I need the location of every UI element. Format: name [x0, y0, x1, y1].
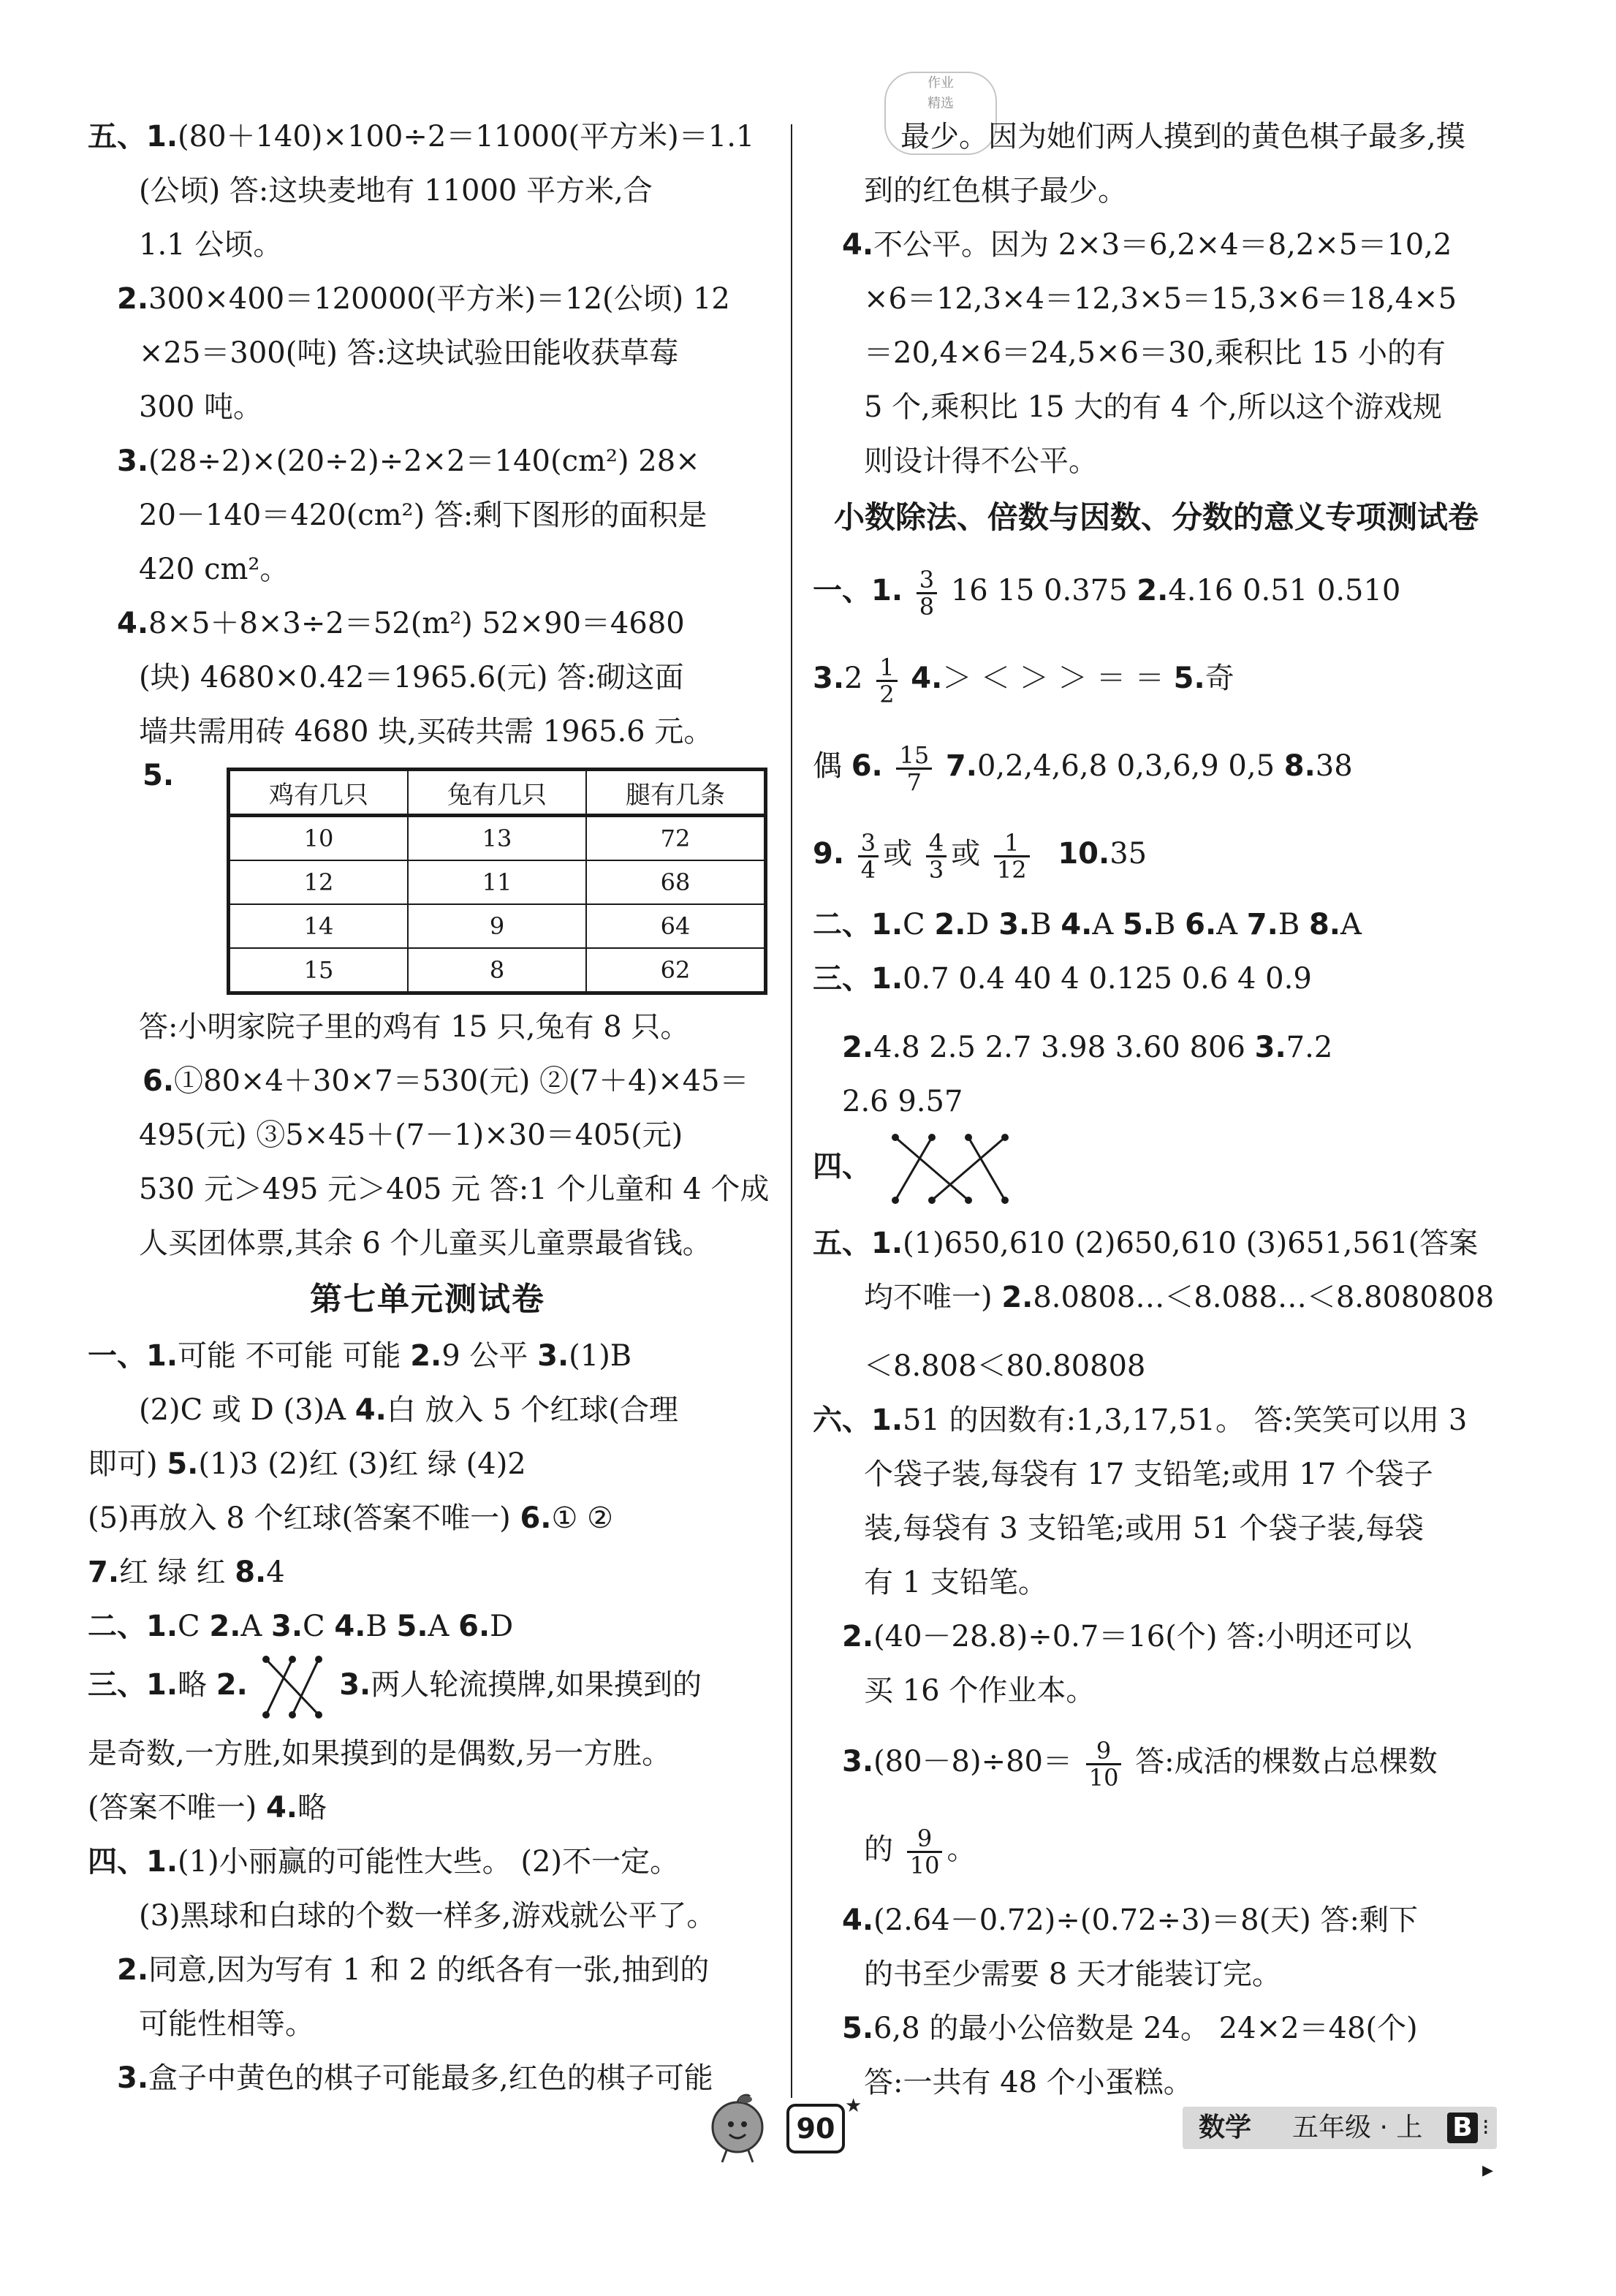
answer-line: 偶 6. $\frac{15}{7}$ 7.0,2,4,6,8 0,3,6,9 0,5 8.38 [813, 740, 1353, 796]
answer-line: 的书至少需要 8 天才能装订完。 [864, 1958, 1281, 1991]
answer-line: 2.(40－28.8)÷0.7＝16(个) 答:小明还可以 [842, 1620, 1412, 1653]
table-cell: 15 [229, 948, 409, 993]
answer-line: 可能性相等。 [139, 2007, 314, 2041]
answer-line: ×25＝300(吨) 答:这块试验田能收获草莓 [139, 336, 679, 370]
answer-line: 最少。因为她们两人摸到的黄色棋子最多,摸 [900, 120, 1465, 154]
fraction: $\frac{4}{3}$ [926, 830, 947, 882]
apple-mascot-icon [705, 2092, 770, 2165]
page-number: 90 [786, 2104, 845, 2153]
answer-line: 的 $\frac{9}{10}$ 。 [864, 1824, 976, 1879]
table-row [229, 816, 766, 861]
table-cell: 9 [408, 904, 586, 948]
answer-line: (公顷) 答:这块麦地有 11000 平方米,合 [139, 174, 653, 208]
fraction: $\frac{1}{12}$ [994, 830, 1030, 882]
fraction: $\frac{15}{7}$ [896, 743, 932, 795]
answer-line: 则设计得不公平。 [864, 444, 1098, 478]
table-row [229, 948, 766, 993]
answer-line: 五、1.(80＋140)×100÷2＝11000(平方米)＝1.1 [88, 120, 755, 154]
edition-badge: B [1447, 2113, 1478, 2143]
answer-line: 9. $\frac{3}{4}$ 或 $\frac{4}{3}$ 或 $\frac{1}{12}$ 10.35 [813, 828, 1147, 884]
matching-lines-diagram [257, 1653, 330, 1721]
arrow-icon: ⁝▸ [1482, 2115, 1494, 2183]
answer-line: 3.2 $\frac{1}{2}$ 4.＞ ＜ ＞ ＞ ＝ ＝ 5.奇 [813, 653, 1234, 708]
table-cell: 68 [586, 860, 766, 904]
left-column [88, 110, 770, 2105]
answer-line: (2)C 或 D (3)A 4.白 放入 5 个红球(合理 [139, 1393, 678, 1427]
answer-line: 4.不公平。因为 2×3＝6,2×4＝8,2×5＝10,2 [842, 228, 1452, 262]
answer-line: ＜8.808＜80.80808 [864, 1349, 1146, 1383]
grade-label-bar [1183, 2107, 1497, 2183]
answer-line: 个袋子装,每袋有 17 支铅笔;或用 17 个袋子 [864, 1458, 1433, 1491]
answer-line: 4.8×5＋8×3÷2＝52(m²) 52×90＝4680 [117, 607, 685, 640]
answer-line: 3.盒子中黄色的棋子可能最多,红色的棋子可能 [117, 2061, 713, 2095]
answer-line: 6.①80×4＋30×7＝530(元) ②(7＋4)×45＝ [143, 1064, 749, 1098]
answer-line: 答:一共有 48 个小蛋糕。 [864, 2066, 1193, 2099]
answer-line: 装,每袋有 3 支铅笔;或用 51 个袋子装,每袋 [864, 1512, 1425, 1545]
answer-line: 有 1 支铅笔。 [864, 1566, 1047, 1599]
answer-line: 20－140＝420(cm²) 答:剩下图形的面积是 [139, 499, 708, 532]
grade-label: 五年级 · 上 [1292, 2113, 1423, 2142]
table-cell: 14 [229, 904, 409, 948]
answer-line: 一、1. $\frac{3}{8}$ 16 15 0.375 2.4.16 0.51 0.510 [813, 565, 1401, 621]
answer-line: 420 cm²。 [139, 553, 289, 586]
answer-line: 六、1.51 的因数有:1,3,17,51。 答:笑笑可以用 3 [813, 1403, 1468, 1437]
table-header: 鸡有几只 [229, 770, 409, 816]
right-column [813, 110, 1500, 2110]
table-cell: 13 [408, 816, 586, 861]
answer-line: (块) 4680×0.42＝1965.6(元) 答:砌这面 [139, 661, 684, 694]
fraction: $\frac{3}{8}$ [917, 567, 937, 619]
answer-line: ×6＝12,3×4＝12,3×5＝15,3×6＝18,4×5 [864, 282, 1457, 316]
table-row [229, 904, 766, 948]
answer-line: 到的红色棋子最少。 [864, 174, 1127, 208]
table-cell: 64 [586, 904, 766, 948]
answer-line: 5 个,乘积比 15 大的有 4 个,所以这个游戏规 [864, 390, 1442, 424]
question-number: 5. [143, 759, 175, 792]
answer-line: 答:小明家院子里的鸡有 15 只,兔有 8 只。 [139, 1010, 690, 1044]
table-header: 腿有几条 [586, 770, 766, 816]
answer-line: 五、1.(1)650,610 (2)650,610 (3)651,561(答案 [813, 1227, 1479, 1260]
answer-line: 墙共需用砖 4680 块,买砖共需 1965.6 元。 [139, 715, 713, 749]
answer-line: 一、1.可能 不可能 可能 2.9 公平 3.(1)B [88, 1339, 632, 1373]
answer-line: 3.(80－8)÷80＝ $\frac{9}{10}$ 答:成活的棵数占总棵数 [842, 1736, 1438, 1792]
answer-line: 1.1 公顷。 [139, 228, 283, 262]
table-cell: 10 [229, 816, 409, 861]
answer-line: (5)再放入 8 个红球(答案不唯一) 6.① ② [88, 1501, 613, 1535]
answer-line: 2.同意,因为写有 1 和 2 的纸各有一张,抽到的 [117, 1953, 710, 1987]
section-title: 小数除法、倍数与因数、分数的意义专项测试卷 [833, 499, 1479, 535]
table-cell: 72 [586, 816, 766, 861]
answer-table-block [143, 759, 767, 1000]
star-icon: ★ [845, 2095, 862, 2117]
answer-line: 均不唯一) 2.8.0808…＜8.088…＜8.8080808 [864, 1281, 1495, 1314]
table-row [229, 860, 766, 904]
answer-line: ＝20,4×6＝24,5×6＝30,乘积比 15 小的有 [864, 336, 1446, 370]
answer-line: 3.(28÷2)×(20÷2)÷2×2＝140(cm²) 28× [117, 444, 700, 478]
answer-line: 人买团体票,其余 6 个儿童买儿童票最省钱。 [139, 1227, 712, 1260]
answer-line: 四、1.(1)小丽赢的可能性大些。 (2)不一定。 [88, 1845, 680, 1879]
answer-line: 2.300×400＝120000(平方米)＝12(公顷) 12 [117, 282, 730, 316]
subject-label: 数学 [1199, 2113, 1252, 2142]
fraction: $\frac{3}{4}$ [858, 830, 879, 882]
answer-line: 530 元＞495 元＞405 元 答:1 个儿童和 4 个成 [139, 1172, 770, 1206]
column-divider [791, 124, 792, 2098]
section-title: 第七单元测试卷 [310, 1281, 545, 1318]
answer-line: (答案不唯一) 4.略 [88, 1791, 327, 1825]
table-cell: 11 [408, 860, 586, 904]
fraction: $\frac{9}{10}$ [1086, 1738, 1122, 1790]
table-cell: 62 [586, 948, 766, 993]
answer-line: 495(元) ③5×45＋(7－1)×30＝405(元) [139, 1118, 683, 1152]
answer-line: 二、1.C 2.A 3.C 4.B 5.A 6.D [88, 1610, 514, 1643]
table-cell: 12 [229, 860, 409, 904]
answer-line: 2.6 9.57 [842, 1085, 963, 1118]
chicken-rabbit-table [227, 768, 767, 995]
answer-line: 买 16 个作业本。 [864, 1674, 1096, 1708]
answer-line: 四、 [813, 1129, 1500, 1216]
answer-line: 三、1.0.7 0.4 40 4 0.125 0.6 4 0.9 [813, 962, 1312, 996]
answer-line: 即可) 5.(1)3 (2)红 (3)红 绿 (4)2 [88, 1447, 526, 1481]
answer-line: 4.(2.64－0.72)÷(0.72÷3)＝8(天) 答:剩下 [842, 1903, 1418, 1937]
answer-line: 三、1.略 2. 3.两人轮流摸牌,如果摸到的 [88, 1653, 767, 1727]
answer-line: (3)黑球和白球的个数一样多,游戏就公平了。 [139, 1899, 716, 1933]
answer-line: 二、1.C 2.D 3.B 4.A 5.B 6.A 7.B 8.A [813, 908, 1362, 941]
table-header: 兔有几只 [408, 770, 586, 816]
answer-line: 2.4.8 2.5 2.7 3.98 3.60 806 3.7.2 [842, 1031, 1333, 1064]
answer-line: 是奇数,一方胜,如果摸到的是偶数,另一方胜。 [88, 1737, 672, 1770]
table-cell: 8 [408, 948, 586, 993]
fraction: $\frac{1}{2}$ [876, 655, 897, 707]
stamp-line1: 作业 [928, 75, 954, 91]
answer-line: 5.6,8 的最小公倍数是 24。 24×2＝48(个) [842, 2012, 1418, 2045]
fraction: $\frac{9}{10}$ [907, 1826, 943, 1878]
answer-line: 7.红 绿 红 8.4 [88, 1556, 285, 1589]
matching-lines-diagram [881, 1129, 1027, 1209]
stamp-line2: 精选 [928, 96, 954, 111]
answer-line: 300 吨。 [139, 390, 263, 424]
